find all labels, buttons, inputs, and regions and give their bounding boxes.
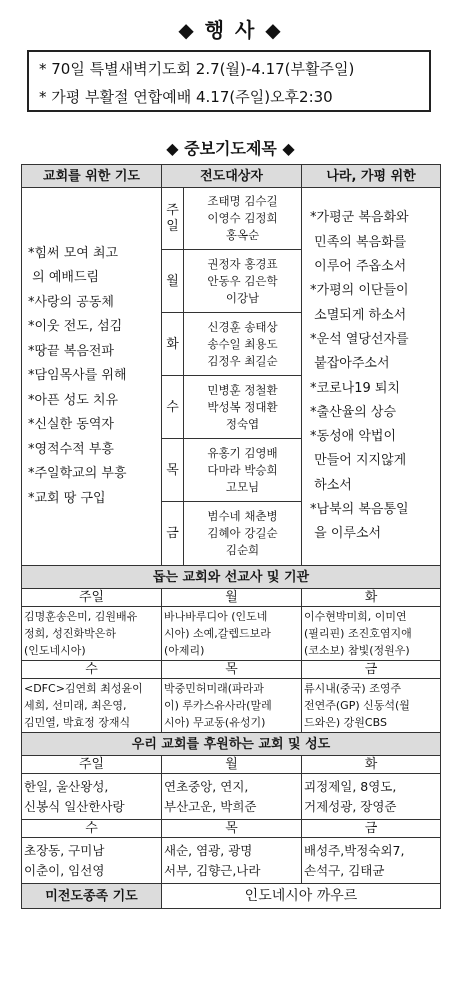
events-title: ◆ 행 사 ◆ [178,18,283,42]
unreached-label: 미전도종족 기도 [22,884,162,909]
evangelism-day [162,188,184,250]
name-line: 이강남 [225,290,260,305]
nation-prayer-list [302,188,441,566]
list-item: 하소서 [310,477,352,493]
evangelism-day: 금 [162,502,184,566]
cell-line: 배성주,박정숙외7, [304,842,405,858]
cell-line: 바나바루디아 (인도네 [164,610,268,623]
list-item: *사랑의 공동체 [28,294,114,310]
mission-day: 화 [302,589,441,607]
name-line: 김순희 [225,543,260,557]
mission-cell [302,607,441,661]
list-item: *아픈 성도 치유 [28,392,119,408]
name-line: 고모님 [225,479,260,494]
mission-cell [302,679,441,733]
support-cell [22,774,162,820]
evangelism-day: 수 [162,376,184,439]
event-item: * 70일 특별새벽기도회 2.7(월)-4.17(부활주일) [39,60,355,78]
cell-line: 박중민허미래(파라과 [164,682,264,695]
list-item: *남북의 복음통일 [310,501,409,517]
cell-line: 새순, 염광, 광명 [164,842,253,858]
header-church-prayer: 교회를 위한 기도 [22,165,162,188]
cell-line: 부산고운, 박희준 [164,798,257,814]
cell-line: 김민열, 박효정 장재식 [24,716,131,729]
cell-line: 이춘이, 임선영 [24,862,105,878]
name-line: 김정우 최길순 [207,353,278,368]
list-item: *가평군 복음화와 [310,210,409,226]
support-day: 목 [162,820,302,838]
cell-line: (필리핀) 조진호염지애 [304,627,412,640]
cell-line: 류시내(중국) 조영주 [304,682,402,695]
list-item: *영적수적 부흥 [28,441,114,457]
list-item: 붙잡아주소서 [310,356,390,372]
cell-line: (아제리) [164,644,205,657]
header-nation-prayer: 나라, 가평 위한 [302,165,441,188]
name-line: 김혜아 강길순 [207,526,278,540]
evangelism-names [184,313,302,376]
event-item: * 가평 부활절 연합예배 4.17(주일)오후2:30 [39,88,333,106]
cell-line: 전연주(GP) 신동석(월 [304,699,410,712]
name-line: 민병훈 정철환 [207,382,278,397]
evangelism-day: 화 [162,313,184,376]
support-day: 주일 [22,756,162,774]
list-item: *이웃 전도, 섬김 [28,319,123,335]
evangelism-names [184,439,302,502]
list-item: 을 이루소서 [310,526,382,542]
cell-line: 이) 루카스유사라(말레 [164,699,272,712]
cell-line: (코소보) 참빛(정원우) [304,644,410,657]
mission-day: 주일 [22,589,162,607]
evangelism-names [184,376,302,439]
support-day: 금 [302,820,441,838]
prayer-table [21,164,441,909]
mission-cell [22,679,162,733]
mission-cell [162,607,302,661]
church-prayer-list [22,188,162,566]
support-day: 월 [162,756,302,774]
name-line: 홍옥순 [225,228,260,242]
mission-section-title: 돕는 교회와 선교사 및 기관 [22,566,441,589]
list-item: *출산율의 상승 [310,404,396,420]
cell-line: 서부, 김향근,나라 [164,862,261,878]
list-item: *운석 열당선자를 [310,331,409,347]
name-line: 신경훈 송태상 [207,319,278,334]
name-line: 정숙엽 [225,416,260,431]
mission-day: 수 [22,661,162,679]
support-cell [302,774,441,820]
name-line: 송수일 최용도 [207,336,278,351]
evangelism-names [184,188,302,250]
evangelism-names [184,250,302,313]
list-item: 만들어 지지않게 [310,453,407,469]
events-box [27,50,431,112]
cell-line: 괴정제일, 8영도, [304,778,397,794]
name-line: 권정자 홍경표 [207,256,278,271]
cell-line: 신봉식 일산한사랑 [24,798,125,814]
list-item: *교회 땅 구입 [28,490,106,506]
list-item: *담임목사를 위해 [28,368,127,384]
cell-line: 거제성광, 장영준 [304,798,397,814]
name-line: 다마라 박승희 [207,462,278,477]
support-section-title: 우리 교회를 후원하는 교회 및 성도 [22,733,441,756]
cell-line: 한일, 울산왕성, [24,778,109,794]
mission-day: 목 [162,661,302,679]
cell-line: 세희, 선미래, 최은영, [24,699,127,712]
cell-line: 드와은) 강원CBS [304,716,387,729]
list-item: *코로나19 퇴치 [310,380,400,396]
cell-line: 연초중앙, 연지, [164,778,249,794]
support-day: 수 [22,820,162,838]
cell-line: (인도네시아) [24,644,86,657]
name-line: 이영수 김정희 [207,211,278,225]
prayer-title: ◆ 중보기도제목 ◆ [166,139,295,158]
list-item: *가평의 이단들이 [310,283,409,299]
mission-cell [162,679,302,733]
support-day: 화 [302,756,441,774]
unreached-value: 인도네시아 까우르 [162,884,441,909]
cell-line: 김명훈송은미, 김원배유 [24,610,138,623]
name-line: 박성복 정대환 [207,399,278,414]
mission-cell [22,607,162,661]
day-label: 주일 [166,202,179,234]
list-item: *주일학교의 부흥 [28,466,127,482]
name-line: 유홍기 김영배 [207,445,278,460]
cell-line: 시아) 소예,갈렙드보라 [164,627,271,640]
support-cell [302,838,441,884]
list-item: 이루어 주옵소서 [310,259,407,275]
name-line: 안동우 김은학 [207,273,278,288]
cell-line: 정희, 성진화박은하 [24,627,117,640]
evangelism-names [184,502,302,566]
support-cell [162,774,302,820]
mission-day: 금 [302,661,441,679]
list-item: 민족의 복음화를 [310,234,407,250]
list-item: 소멸되게 하소서 [310,307,407,323]
evangelism-day: 목 [162,439,184,502]
cell-line: <DFC>김연희 최성윤이 [24,682,143,695]
support-cell [22,838,162,884]
list-item: 의 예배드림 [28,270,100,286]
evangelism-day: 월 [162,250,184,313]
name-line: 조태명 김수길 [207,194,278,208]
cell-line: 이수현박미희, 이미연 [304,610,407,623]
list-item: *신실한 동역자 [28,417,114,433]
name-line: 범수네 채춘병 [207,509,278,523]
cell-line: 초장동, 구미남 [24,842,105,858]
cell-line: 시아) 무교동(유성기) [164,716,266,729]
support-cell [162,838,302,884]
cell-line: 손석구, 김태균 [304,862,385,878]
list-item: *힘써 모여 최고 [28,245,119,261]
list-item: *동성애 악법이 [310,429,396,445]
list-item: *땅끝 복음전파 [28,343,114,359]
mission-day: 월 [162,589,302,607]
header-evangelism: 전도대상자 [162,165,302,188]
